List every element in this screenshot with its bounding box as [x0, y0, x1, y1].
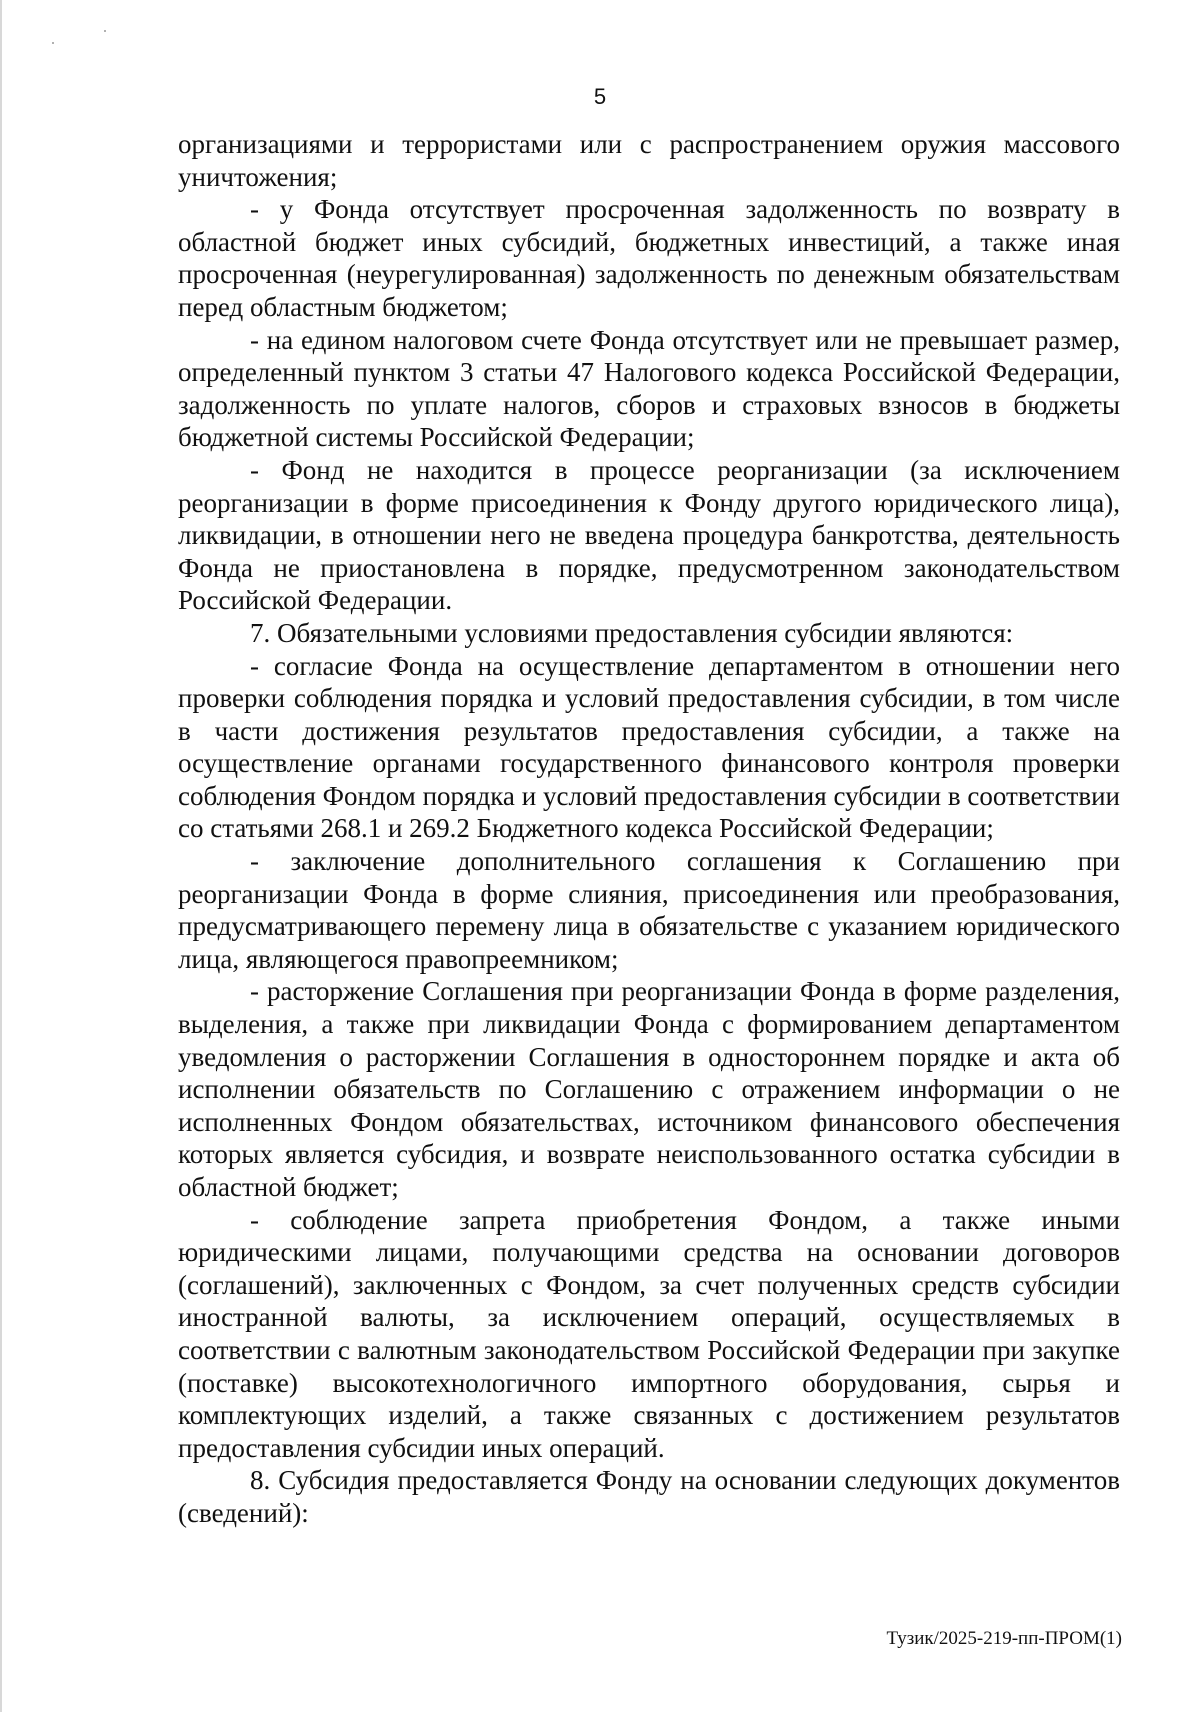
paragraph-currency-ban: - соблюдение запрета приобретения Фондом, а также иными юридическими лицами, получающими средства на основании договоров (соглашений), заключенных с Фондом, за счет полученных средств субсидии иностранной валюты, за исключением операций, осуществляемых в соответствии с валютным законодательством Российской Федерации при закупке (поставке) высокотехнологичного импортного оборудования, сырья и комплектующих изделий, а также связанных с достижением результатов предоставления субсидии иных операций.: [178, 1204, 1120, 1463]
page-number: 5: [593, 84, 607, 109]
scan-left-edge: [0, 0, 2, 1712]
document-code: Тузик/2025-219-пп-ПРОМ(1): [886, 1628, 1122, 1649]
paragraph-tax-account: - на едином налоговом счете Фонда отсутствует или не превышает размер, определенный пунктом 3 статьи 47 Налогового кодекса Российской Федерации, задолженность по уплате налогов, сборов и страховых взносов в бюджеты бюджетной системы Российской Федерации;: [178, 324, 1120, 453]
paragraph-no-reorganization: - Фонд не находится в процессе реорганизации (за исключением реорганизации в форме присоединения к Фонду другого юридического лица), ликвидации, в отношении него не введена процедура банкротства, деятельность Фонда не приостановлена в порядке, предусмотренном законодательством Российской Федерации.: [178, 454, 1120, 616]
scan-speck: [104, 30, 106, 32]
paragraph-termination: - расторжение Соглашения при реорганизации Фонда в форме разделения, выделения, а также при ликвидации Фонда с формированием департаментом уведомления о расторжении Соглашения в одностороннем порядке и акта об исполнении обязательств по Соглашению с отражением информации о не исполненных Фондом обязательствах, источником финансового обеспечения которых является субсидия, и возврате неиспользованного остатка субсидии в областной бюджет;: [178, 976, 1120, 1202]
document-body: [178, 128, 1120, 1530]
paragraph-consent-inspection: - согласие Фонда на осуществление департаментом в отношении него проверки соблюдения порядка и условий предоставления субсидии, в том числе в части достижения результатов предоставления субсидии, а также на осуществление органами государственного финансового контроля проверки соблюдения Фондом порядка и условий предоставления субсидии в соответствии со статьями 268.1 и 269.2 Бюджетного кодекса Российской Федерации;: [178, 650, 1120, 844]
scan-speck: [52, 42, 54, 44]
paragraph-no-overdue-debt: - у Фонда отсутствует просроченная задолженность по возврату в областной бюджет иных субсидий, бюджетных инвестиций, а также иная просроченная (неурегулированная) задолженность по денежным обязательствам перед областным бюджетом;: [178, 194, 1120, 322]
paragraph-additional-agreement: - заключение дополнительного соглашения к Соглашению при реорганизации Фонда в форме слияния, присоединения или преобразования, предусматривающего перемену лица в обязательстве с указанием юридического лица, являющегося правопреемником;: [178, 846, 1120, 974]
paragraph-continuation: организациями и террористами или с распространением оружия массового уничтожения;: [178, 129, 1120, 192]
paragraph-item-8: 8. Субсидия предоставляется Фонду на основании следующих документов (сведений):: [178, 1465, 1120, 1528]
paragraph-item-7: 7. Обязательными условиями предоставления субсидии являются:: [250, 617, 1014, 648]
